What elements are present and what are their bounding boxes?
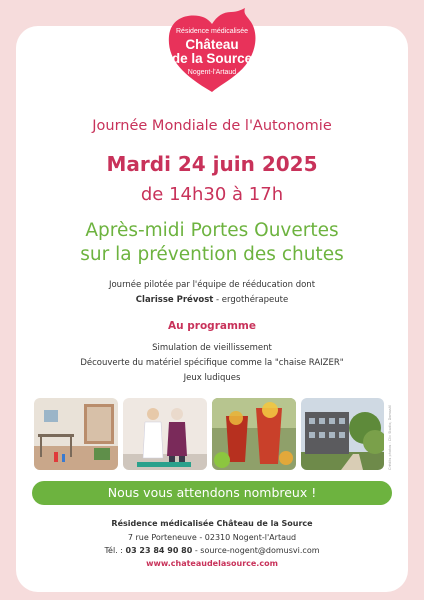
programme-title: Au programme <box>168 320 256 332</box>
pilot-name: Clarisse Prévost <box>135 295 214 305</box>
therapist-patient-photo <box>123 398 207 470</box>
logo-line-2: de la Source <box>171 51 253 66</box>
footer-address: 7 rue Porteneuve - 02310 Nogent-l'Artaud <box>127 533 297 542</box>
email-link[interactable]: - source-nogent@domusvi.com <box>192 546 320 555</box>
pilot-role: - ergothérapeute <box>213 295 289 305</box>
phone-label: Tél. : <box>104 546 126 555</box>
programme-item: Jeux ludiques <box>183 373 241 383</box>
programme-item: Découverte du matériel spécifique comme la "chaise RAIZER" <box>80 358 344 368</box>
headline-line-2: sur la prévention des chutes <box>80 244 344 265</box>
building-photo <box>301 398 384 470</box>
rehab-room-photo <box>34 398 118 470</box>
event-time: de 14h30 à 17h <box>140 184 284 205</box>
footer-contact <box>0 546 424 555</box>
logo-city: Nogent-l'Artaud <box>187 69 237 76</box>
event-name: Journée Mondiale de l'Autonomie <box>92 118 332 134</box>
photo-credit: Crédits photos : Clic Studio, DomusVi <box>388 404 392 470</box>
footer-name: Résidence médicalisée Château de la Source <box>111 519 313 528</box>
headline-line-1: Après-midi Portes Ouvertes <box>85 220 339 241</box>
pilot-credit <box>0 295 424 305</box>
logo-line-1: Château <box>185 37 239 52</box>
phone-number[interactable]: 03 23 84 90 80 <box>125 546 193 555</box>
pilot-text: Journée pilotée par l'équipe de rééducation dont <box>108 280 316 290</box>
photo-strip <box>34 398 384 470</box>
event-date: Mardi 24 juin 2025 <box>106 152 318 176</box>
poster-card <box>16 26 408 592</box>
programme-item: Simulation de vieillissement <box>152 343 272 353</box>
drinks-photo <box>212 398 296 470</box>
logo-subtitle: Résidence médicalisée <box>176 28 248 35</box>
welcome-banner: Nous vous attendons nombreux ! <box>32 481 392 505</box>
residence-logo <box>163 6 261 96</box>
website-link[interactable]: www.chateaudelasource.com <box>146 559 278 568</box>
